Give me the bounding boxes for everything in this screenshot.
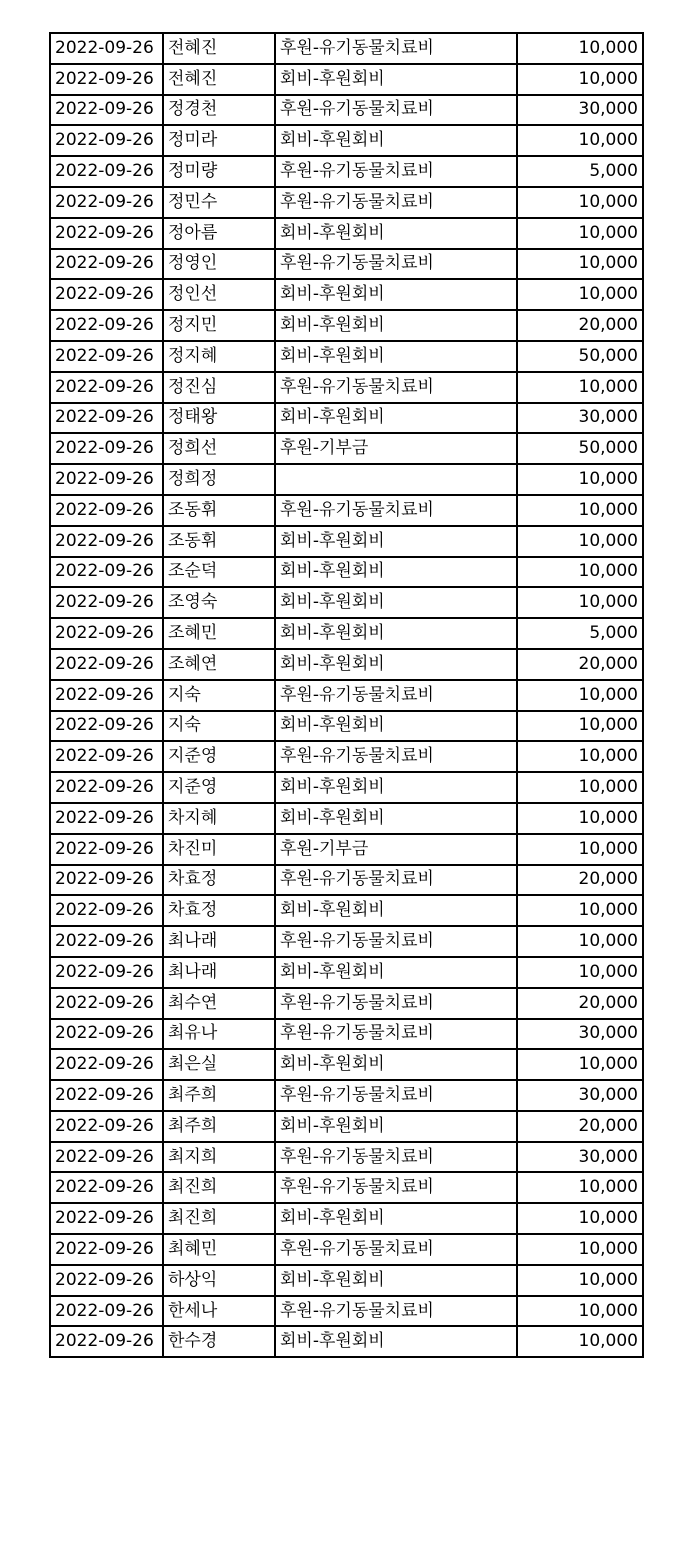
category-cell: 후원-유기동물치료비: [275, 33, 517, 64]
category-cell: 회비-후원회비: [275, 125, 517, 156]
amount-cell: 20,000: [517, 649, 643, 680]
table-row: [50, 1326, 643, 1357]
category-cell: 후원-유기동물치료비: [275, 95, 517, 126]
table-row: [50, 464, 643, 495]
date-cell: 2022-09-26: [50, 1080, 163, 1111]
date-cell: 2022-09-26: [50, 1142, 163, 1173]
category-cell: 후원-유기동물치료비: [275, 1234, 517, 1265]
category-cell: 회비-후원회비: [275, 895, 517, 926]
date-cell: 2022-09-26: [50, 1019, 163, 1050]
category-cell: 후원-유기동물치료비: [275, 926, 517, 957]
ledger-body: [50, 33, 643, 1357]
donor-name-cell: 전혜진: [163, 33, 275, 64]
category-cell: 후원-기부금: [275, 433, 517, 464]
category-cell: 회비-후원회비: [275, 310, 517, 341]
category-cell: 회비-후원회비: [275, 1326, 517, 1357]
table-row: [50, 1265, 643, 1296]
table-row: [50, 803, 643, 834]
amount-cell: 30,000: [517, 1142, 643, 1173]
table-row: [50, 957, 643, 988]
category-cell: 회비-후원회비: [275, 557, 517, 588]
date-cell: 2022-09-26: [50, 1296, 163, 1327]
donor-name-cell: 정인선: [163, 279, 275, 310]
table-row: [50, 834, 643, 865]
category-cell: 후원-유기동물치료비: [275, 741, 517, 772]
amount-cell: 20,000: [517, 988, 643, 1019]
date-cell: 2022-09-26: [50, 988, 163, 1019]
donor-name-cell: 최나래: [163, 926, 275, 957]
amount-cell: 10,000: [517, 526, 643, 557]
table-row: [50, 1203, 643, 1234]
table-row: [50, 1142, 643, 1173]
amount-cell: 10,000: [517, 279, 643, 310]
donor-name-cell: 조혜연: [163, 649, 275, 680]
amount-cell: 10,000: [517, 680, 643, 711]
category-cell: 후원-유기동물치료비: [275, 988, 517, 1019]
table-row: [50, 926, 643, 957]
category-cell: 회비-후원회비: [275, 711, 517, 742]
amount-cell: 10,000: [517, 495, 643, 526]
table-row: [50, 865, 643, 896]
amount-cell: 10,000: [517, 741, 643, 772]
donor-name-cell: 한수경: [163, 1326, 275, 1357]
amount-cell: 10,000: [517, 187, 643, 218]
donor-name-cell: 최나래: [163, 957, 275, 988]
date-cell: 2022-09-26: [50, 33, 163, 64]
amount-cell: 10,000: [517, 464, 643, 495]
amount-cell: 20,000: [517, 865, 643, 896]
donor-name-cell: 조혜민: [163, 618, 275, 649]
category-cell: 후원-유기동물치료비: [275, 372, 517, 403]
category-cell: 후원-유기동물치료비: [275, 1080, 517, 1111]
date-cell: 2022-09-26: [50, 187, 163, 218]
date-cell: 2022-09-26: [50, 249, 163, 280]
category-cell: 후원-유기동물치료비: [275, 156, 517, 187]
table-row: [50, 218, 643, 249]
amount-cell: 10,000: [517, 587, 643, 618]
date-cell: 2022-09-26: [50, 957, 163, 988]
date-cell: 2022-09-26: [50, 834, 163, 865]
amount-cell: 5,000: [517, 156, 643, 187]
amount-cell: 20,000: [517, 310, 643, 341]
category-cell: 회비-후원회비: [275, 649, 517, 680]
amount-cell: 10,000: [517, 1172, 643, 1203]
category-cell: 회비-후원회비: [275, 772, 517, 803]
category-cell: 후원-유기동물치료비: [275, 1296, 517, 1327]
donor-name-cell: 차진미: [163, 834, 275, 865]
category-cell: 후원-유기동물치료비: [275, 187, 517, 218]
donor-name-cell: 조동휘: [163, 495, 275, 526]
date-cell: 2022-09-26: [50, 803, 163, 834]
date-cell: 2022-09-26: [50, 895, 163, 926]
donor-name-cell: 최지희: [163, 1142, 275, 1173]
amount-cell: 10,000: [517, 1049, 643, 1080]
date-cell: 2022-09-26: [50, 403, 163, 434]
table-row: [50, 587, 643, 618]
amount-cell: 10,000: [517, 218, 643, 249]
donor-name-cell: 정희선: [163, 433, 275, 464]
table-row: [50, 741, 643, 772]
donor-name-cell: 차효정: [163, 895, 275, 926]
table-row: [50, 1296, 643, 1327]
date-cell: 2022-09-26: [50, 95, 163, 126]
amount-cell: 10,000: [517, 772, 643, 803]
category-cell: 후원-기부금: [275, 834, 517, 865]
table-row: [50, 156, 643, 187]
donor-name-cell: 정희정: [163, 464, 275, 495]
donor-name-cell: 최주희: [163, 1080, 275, 1111]
table-row: [50, 249, 643, 280]
amount-cell: 10,000: [517, 926, 643, 957]
amount-cell: 10,000: [517, 557, 643, 588]
table-row: [50, 125, 643, 156]
donor-name-cell: 전혜진: [163, 64, 275, 95]
donor-name-cell: 차지혜: [163, 803, 275, 834]
amount-cell: 10,000: [517, 834, 643, 865]
amount-cell: 50,000: [517, 341, 643, 372]
date-cell: 2022-09-26: [50, 557, 163, 588]
category-cell: 후원-유기동물치료비: [275, 1172, 517, 1203]
table-row: [50, 341, 643, 372]
donor-name-cell: 지숙: [163, 711, 275, 742]
date-cell: 2022-09-26: [50, 279, 163, 310]
donor-name-cell: 정민수: [163, 187, 275, 218]
donor-name-cell: 최진희: [163, 1203, 275, 1234]
date-cell: 2022-09-26: [50, 1203, 163, 1234]
amount-cell: 10,000: [517, 1203, 643, 1234]
date-cell: 2022-09-26: [50, 926, 163, 957]
date-cell: 2022-09-26: [50, 1111, 163, 1142]
category-cell: 회비-후원회비: [275, 1049, 517, 1080]
date-cell: 2022-09-26: [50, 1326, 163, 1357]
donation-ledger-table: [49, 32, 644, 1358]
amount-cell: 10,000: [517, 64, 643, 95]
donor-name-cell: 정지혜: [163, 341, 275, 372]
date-cell: 2022-09-26: [50, 1234, 163, 1265]
category-cell: 회비-후원회비: [275, 64, 517, 95]
donor-name-cell: 차효정: [163, 865, 275, 896]
category-cell: 후원-유기동물치료비: [275, 1019, 517, 1050]
table-row: [50, 403, 643, 434]
table-row: [50, 64, 643, 95]
donor-name-cell: 정태왕: [163, 403, 275, 434]
amount-cell: 10,000: [517, 711, 643, 742]
date-cell: 2022-09-26: [50, 1172, 163, 1203]
table-row: [50, 310, 643, 341]
date-cell: 2022-09-26: [50, 433, 163, 464]
category-cell: 후원-유기동물치료비: [275, 249, 517, 280]
date-cell: 2022-09-26: [50, 156, 163, 187]
amount-cell: 10,000: [517, 957, 643, 988]
table-row: [50, 895, 643, 926]
category-cell: 회비-후원회비: [275, 957, 517, 988]
amount-cell: 30,000: [517, 1019, 643, 1050]
donor-name-cell: 하상익: [163, 1265, 275, 1296]
category-cell: 회비-후원회비: [275, 403, 517, 434]
table-row: [50, 1234, 643, 1265]
table-row: [50, 711, 643, 742]
table-row: [50, 372, 643, 403]
table-row: [50, 1080, 643, 1111]
table-row: [50, 680, 643, 711]
table-row: [50, 1019, 643, 1050]
amount-cell: 5,000: [517, 618, 643, 649]
donor-name-cell: 조동휘: [163, 526, 275, 557]
amount-cell: 10,000: [517, 249, 643, 280]
category-cell: 후원-유기동물치료비: [275, 495, 517, 526]
donor-name-cell: 지준영: [163, 772, 275, 803]
amount-cell: 10,000: [517, 125, 643, 156]
category-cell: [275, 464, 517, 495]
category-cell: 회비-후원회비: [275, 618, 517, 649]
table-row: [50, 649, 643, 680]
donor-name-cell: 조순덕: [163, 557, 275, 588]
category-cell: 후원-유기동물치료비: [275, 865, 517, 896]
date-cell: 2022-09-26: [50, 587, 163, 618]
amount-cell: 20,000: [517, 1111, 643, 1142]
date-cell: 2022-09-26: [50, 741, 163, 772]
table-row: [50, 557, 643, 588]
date-cell: 2022-09-26: [50, 1049, 163, 1080]
amount-cell: 10,000: [517, 1326, 643, 1357]
date-cell: 2022-09-26: [50, 218, 163, 249]
date-cell: 2022-09-26: [50, 618, 163, 649]
category-cell: 회비-후원회비: [275, 1111, 517, 1142]
date-cell: 2022-09-26: [50, 649, 163, 680]
category-cell: 회비-후원회비: [275, 218, 517, 249]
date-cell: 2022-09-26: [50, 125, 163, 156]
donor-name-cell: 정미량: [163, 156, 275, 187]
category-cell: 회비-후원회비: [275, 1203, 517, 1234]
donor-name-cell: 지숙: [163, 680, 275, 711]
category-cell: 후원-유기동물치료비: [275, 680, 517, 711]
date-cell: 2022-09-26: [50, 772, 163, 803]
amount-cell: 10,000: [517, 803, 643, 834]
category-cell: 회비-후원회비: [275, 1265, 517, 1296]
donor-name-cell: 최주희: [163, 1111, 275, 1142]
table-row: [50, 495, 643, 526]
date-cell: 2022-09-26: [50, 526, 163, 557]
date-cell: 2022-09-26: [50, 680, 163, 711]
date-cell: 2022-09-26: [50, 495, 163, 526]
donor-name-cell: 정미라: [163, 125, 275, 156]
date-cell: 2022-09-26: [50, 64, 163, 95]
amount-cell: 10,000: [517, 1234, 643, 1265]
table-row: [50, 95, 643, 126]
table-row: [50, 187, 643, 218]
date-cell: 2022-09-26: [50, 711, 163, 742]
table-row: [50, 279, 643, 310]
table-row: [50, 33, 643, 64]
amount-cell: 30,000: [517, 403, 643, 434]
category-cell: 회비-후원회비: [275, 279, 517, 310]
donor-name-cell: 최수연: [163, 988, 275, 1019]
donor-name-cell: 한세나: [163, 1296, 275, 1327]
table-row: [50, 1111, 643, 1142]
donor-name-cell: 지준영: [163, 741, 275, 772]
category-cell: 회비-후원회비: [275, 341, 517, 372]
amount-cell: 10,000: [517, 372, 643, 403]
amount-cell: 30,000: [517, 95, 643, 126]
category-cell: 회비-후원회비: [275, 526, 517, 557]
category-cell: 후원-유기동물치료비: [275, 1142, 517, 1173]
amount-cell: 10,000: [517, 33, 643, 64]
table-row: [50, 433, 643, 464]
table-row: [50, 618, 643, 649]
amount-cell: 30,000: [517, 1080, 643, 1111]
date-cell: 2022-09-26: [50, 372, 163, 403]
amount-cell: 10,000: [517, 895, 643, 926]
date-cell: 2022-09-26: [50, 464, 163, 495]
table-row: [50, 772, 643, 803]
table-row: [50, 988, 643, 1019]
donor-name-cell: 최은실: [163, 1049, 275, 1080]
donor-name-cell: 정아름: [163, 218, 275, 249]
category-cell: 회비-후원회비: [275, 587, 517, 618]
category-cell: 회비-후원회비: [275, 803, 517, 834]
donor-name-cell: 정지민: [163, 310, 275, 341]
amount-cell: 50,000: [517, 433, 643, 464]
amount-cell: 10,000: [517, 1296, 643, 1327]
donor-name-cell: 최유나: [163, 1019, 275, 1050]
date-cell: 2022-09-26: [50, 865, 163, 896]
donor-name-cell: 최진희: [163, 1172, 275, 1203]
amount-cell: 10,000: [517, 1265, 643, 1296]
table-row: [50, 526, 643, 557]
donor-name-cell: 정영인: [163, 249, 275, 280]
donor-name-cell: 최혜민: [163, 1234, 275, 1265]
donor-name-cell: 정경천: [163, 95, 275, 126]
date-cell: 2022-09-26: [50, 1265, 163, 1296]
date-cell: 2022-09-26: [50, 341, 163, 372]
donor-name-cell: 조영숙: [163, 587, 275, 618]
table-row: [50, 1172, 643, 1203]
donor-name-cell: 정진심: [163, 372, 275, 403]
table-row: [50, 1049, 643, 1080]
date-cell: 2022-09-26: [50, 310, 163, 341]
